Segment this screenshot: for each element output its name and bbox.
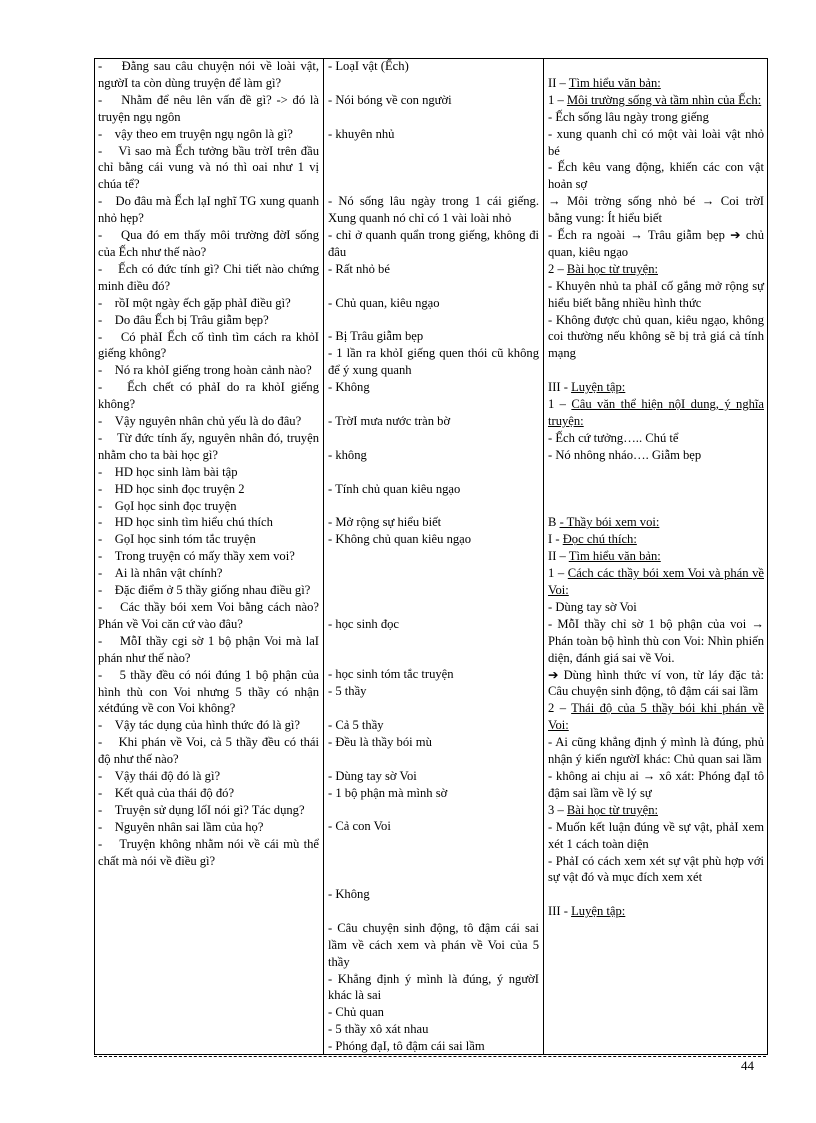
answer-item: - TrờI mưa nước tràn bờ: [328, 413, 451, 428]
question-item: - Ai là nhân vật chính?: [98, 566, 223, 581]
content-item: - Khuyên nhủ ta phảI cố gắng mở rộng sự hiểu biết bằng nhiều hình thức: [548, 278, 764, 310]
content-list: [548, 599, 764, 700]
content-item: - không ai chịu ai → xô xát: Phóng đạI tô đậm sai lầm về lý sự: [548, 768, 764, 800]
subsection-heading: 1 – Môi trường sống và tầm nhìn của Ếch:: [548, 92, 762, 107]
question-item: - HD học sinh làm bài tập: [98, 464, 238, 479]
answer-item: - 1 bộ phận mà mình sờ: [328, 785, 448, 800]
answer-item: [328, 802, 539, 819]
content-item: ➔ Dùng hình thức ví von, từ láy đặc tả: Câu chuyện sinh động, tô đậm cái sai lầm: [548, 667, 764, 699]
answer-item: - Cả 5 thầy: [328, 718, 384, 733]
answer-item: - Nó sống lâu ngày trong 1 cái giếng. Xung quanh nó chỉ có 1 vài loài nhỏ: [328, 194, 539, 226]
question-item: - Do đâu mà Ếch lạI nghĩ TG xung quanh nhỏ hẹp?: [98, 194, 319, 226]
answer-item: [328, 464, 539, 481]
questions-list: [94, 58, 323, 870]
question-item: - Nhằm để nêu lên vấn đề gì? -> đó là truyện ngụ ngôn: [98, 92, 319, 124]
answer-item: [328, 176, 539, 193]
question-item: - Qua đó em thấy môi trường đờI sống của Ếch như thế nào?: [98, 228, 319, 259]
question-item: - HD học sinh đọc truyện 2: [98, 481, 245, 496]
answer-item: [328, 159, 539, 176]
subsection-heading: 2 – Bài học từ truyện:: [548, 261, 659, 276]
answer-item: - Không: [328, 380, 370, 395]
question-item: - GọI học sinh tóm tắc truyện: [98, 532, 256, 547]
question-item: - Nó ra khỏI giếng trong hoàn cảnh nào?: [98, 363, 312, 378]
question-item: - Do đâu Ếch bị Trâu giẫm bẹp?: [98, 312, 269, 327]
answer-item: [328, 835, 539, 852]
answer-item: - 5 thầy xô xát nhau: [328, 1022, 429, 1037]
answer-item: [328, 633, 539, 650]
section-heading: II – Tìm hiểu văn bản:: [548, 75, 661, 90]
question-item: - Vì sao mà Ếch tưởng bầu trờI trên đầu chỉ bằng cái vung và nó thì oai như 1 vị chúa tể?: [98, 143, 319, 192]
content-item: - Ai cũng khẳng định ý mình là đúng, phủ nhận ý kiến ngườI khác: Chủ quan sai lầm: [548, 735, 764, 767]
content-item: - Ếch kêu vang động, khiến các con vật hoản sợ: [548, 160, 764, 192]
answer-item: - học sinh tóm tắc truyện: [328, 667, 454, 682]
answer-item: [328, 143, 539, 160]
lesson-content: [544, 58, 768, 920]
answers-list: [324, 58, 543, 1055]
answer-item: [328, 903, 539, 920]
subsection-heading: 1 – Cách các thầy bói xem Voi và phán về Voi:: [548, 566, 764, 598]
answer-item: - học sinh đọc: [328, 616, 399, 631]
question-item: - Kết quả của thái độ đó?: [98, 785, 235, 800]
content-item: - Dùng tay sờ Voi: [548, 599, 637, 614]
content-list: [548, 819, 764, 887]
answer-item: [328, 852, 539, 869]
answer-item: - không: [328, 447, 367, 462]
answer-item: - Tính chủ quan kiêu ngạo: [328, 481, 461, 496]
answer-item: [328, 599, 539, 616]
answer-item: [328, 582, 539, 599]
content-item: - MỗI thầy chỉ sờ 1 bộ phận của voi → Phán toàn bộ hình thù con Voi: Nhìn phiến diện, đánh giá sai về Voi.: [548, 616, 764, 665]
content-item: - Nó nhông nháo…. Giẫm bẹp: [548, 447, 702, 462]
content-list: [548, 734, 764, 802]
content-list: [548, 109, 764, 261]
answer-item: - Chủ quan, kiêu ngạo: [328, 295, 440, 310]
section-heading: III - Luyện tập:: [548, 380, 626, 395]
answer-item: [328, 649, 539, 666]
question-item: - Truyện không nhằm nói về cái mù thể chất mà nói về điều gì?: [98, 836, 319, 868]
answer-item: - Mở rộng sự hiểu biết: [328, 515, 442, 530]
answer-item: - LoạI vật (Ếch): [328, 59, 409, 73]
answer-item: - 5 thầy: [328, 684, 367, 699]
question-item: - Nguyên nhân sai lầm của họ?: [98, 819, 264, 834]
footer-divider: [94, 1056, 766, 1057]
answer-item: - chỉ ở quanh quẩn trong giếng, không đi đâu: [328, 227, 539, 259]
answer-item: - Cả con Voi: [328, 819, 391, 834]
question-item: - Truyện sử dụng lốI nói gì? Tác dụng?: [98, 802, 305, 817]
answer-item: [328, 75, 539, 92]
answer-item: [328, 700, 539, 717]
question-item: - Đằng sau câu chuyện nói về loài vật, ngườI ta còn dùng truyện để làm gì?: [98, 59, 319, 90]
content-item: - PhảI có cách xem xét sự vật phù hợp với sự vật đó và mục đích xem xét: [548, 853, 764, 885]
answer-item: - khuyên nhủ: [328, 126, 395, 141]
answer-item: - Bị Trâu giẫm bẹp: [328, 329, 424, 344]
answer-item: - Chủ quan: [328, 1005, 384, 1020]
question-item: - 5 thầy đều có nói đúng 1 bộ phận của hình thù con Voi nhưng 5 thầy có nhận xétđúng về con Voi không?: [98, 667, 319, 716]
subsection-heading: 3 – Bài học từ truyện:: [548, 802, 659, 817]
answer-item: [328, 497, 539, 514]
section-heading: III - Luyện tập:: [548, 904, 626, 919]
answer-item: [328, 869, 539, 886]
answer-item: [328, 109, 539, 126]
question-item: - Vậy nguyên nhân chủ yếu là do đâu?: [98, 414, 302, 429]
question-item: - vậy theo em truyện ngụ ngôn là gì?: [98, 126, 293, 141]
teacher-questions-column: [94, 58, 324, 1055]
question-item: - Các thầy bói xem Voi bằng cách nào?Phán về Voi căn cứ vào đâu?: [98, 600, 319, 631]
subsection-heading: 2 – Thái độ của 5 thầy bói khi phán về Voi:: [548, 701, 764, 733]
lesson-content-column: [544, 58, 768, 1055]
content-item: - Không được chủ quan, kiêu ngạo, không coi thường nếu không sẽ bị trả giá cả tính mạng: [548, 312, 764, 361]
question-item: - Ếch có đức tính gì? Chi tiết nào chứng minh điều đó?: [98, 261, 319, 293]
question-item: - Đặc điểm ở 5 thầy giống nhau điều gì?: [98, 583, 311, 598]
answer-item: - Câu chuyện sinh động, tô đậm cái sai lầm về cách xem và phán về Voi của 5 thầy: [328, 920, 539, 969]
question-item: - Vậy thái độ đó là gì?: [98, 769, 221, 784]
question-item: - Có phảI Ếch cố tình tìm cách ra khỏI giếng không?: [98, 329, 319, 361]
question-item: - Trong truyện có mấy thầy xem voi?: [98, 549, 295, 564]
answer-item: [328, 278, 539, 295]
answer-item: - Phóng đạI, tô đậm cái sai lầm: [328, 1039, 485, 1054]
question-item: - rồI một ngày ếch gặp phảI điều gì?: [98, 295, 291, 310]
question-item: - Ếch chết có phảI do ra khỏI giếng không?: [98, 380, 319, 412]
question-item: - Vậy tác dụng của hình thức đó là gì?: [98, 718, 300, 733]
section-title: B - Thầy bói xem voi:: [548, 515, 660, 530]
question-item: - Từ đức tính ấy, nguyên nhân đó, truyện nhằm cho ta bài học gì?: [98, 430, 319, 462]
content-list: [548, 278, 764, 363]
content-item: - Ếch ra ngoài → Trâu giẫm bẹp ➔ chủ quan, kiêu ngạo: [548, 228, 764, 259]
lesson-table: [94, 58, 768, 1055]
section-heading: II – Tìm hiểu văn bản:: [548, 549, 661, 564]
content-item: - xung quanh chỉ có một vài loài vật nhỏ bé: [548, 126, 764, 158]
section-heading: I - Đọc chú thích:: [548, 532, 637, 547]
content-item: - Ếch sống lâu ngày trong giếng: [548, 109, 709, 124]
answer-item: [328, 548, 539, 565]
answer-item: [328, 751, 539, 768]
answer-item: - Khẳng định ý mình là đúng, ý ngườI khác là sai: [328, 971, 539, 1003]
question-item: - Khi phán về Voi, cả 5 thầy đều có thái độ như thế nào?: [98, 735, 319, 767]
answer-item: - Không chủ quan kiêu ngạo: [328, 532, 472, 547]
answer-item: [328, 312, 539, 329]
answer-item: - Đều là thầy bói mù: [328, 734, 432, 749]
answer-item: [328, 430, 539, 447]
content-item: - Muốn kết luận đúng về sự vật, phảI xem xét 1 cách toàn diện: [548, 819, 764, 851]
student-answers-column: [324, 58, 544, 1055]
question-item: - HD học sinh tìm hiểu chú thích: [98, 515, 273, 530]
content-item: - Ếch cứ tưởng….. Chú tể: [548, 430, 679, 445]
content-list: [548, 430, 764, 464]
answer-item: [328, 396, 539, 413]
answer-item: - Rất nhỏ bé: [328, 261, 390, 276]
answer-item: [328, 565, 539, 582]
subsection-heading: 1 – Câu văn thể hiện nộI dung, ý nghĩa truyện:: [548, 397, 765, 428]
answer-item: - Dùng tay sờ Voi: [328, 768, 417, 783]
answer-item: - 1 lần ra khỏI giếng quen thói cũ không để ý xung quanh: [328, 346, 539, 378]
question-item: - GọI học sinh đọc truyện: [98, 498, 237, 513]
answer-item: - Nói bóng về con người: [328, 92, 452, 107]
page-number: 44: [741, 1058, 754, 1073]
answer-item: - Không: [328, 887, 370, 902]
question-item: - MỗI thầy cgi sờ 1 bộ phận Voi mà laI phán như thế nào?: [98, 633, 319, 665]
content-item: → Môi trờng sống nhỏ bé → Coi trờI bằng vung: Ít hiểu biết: [548, 194, 764, 226]
